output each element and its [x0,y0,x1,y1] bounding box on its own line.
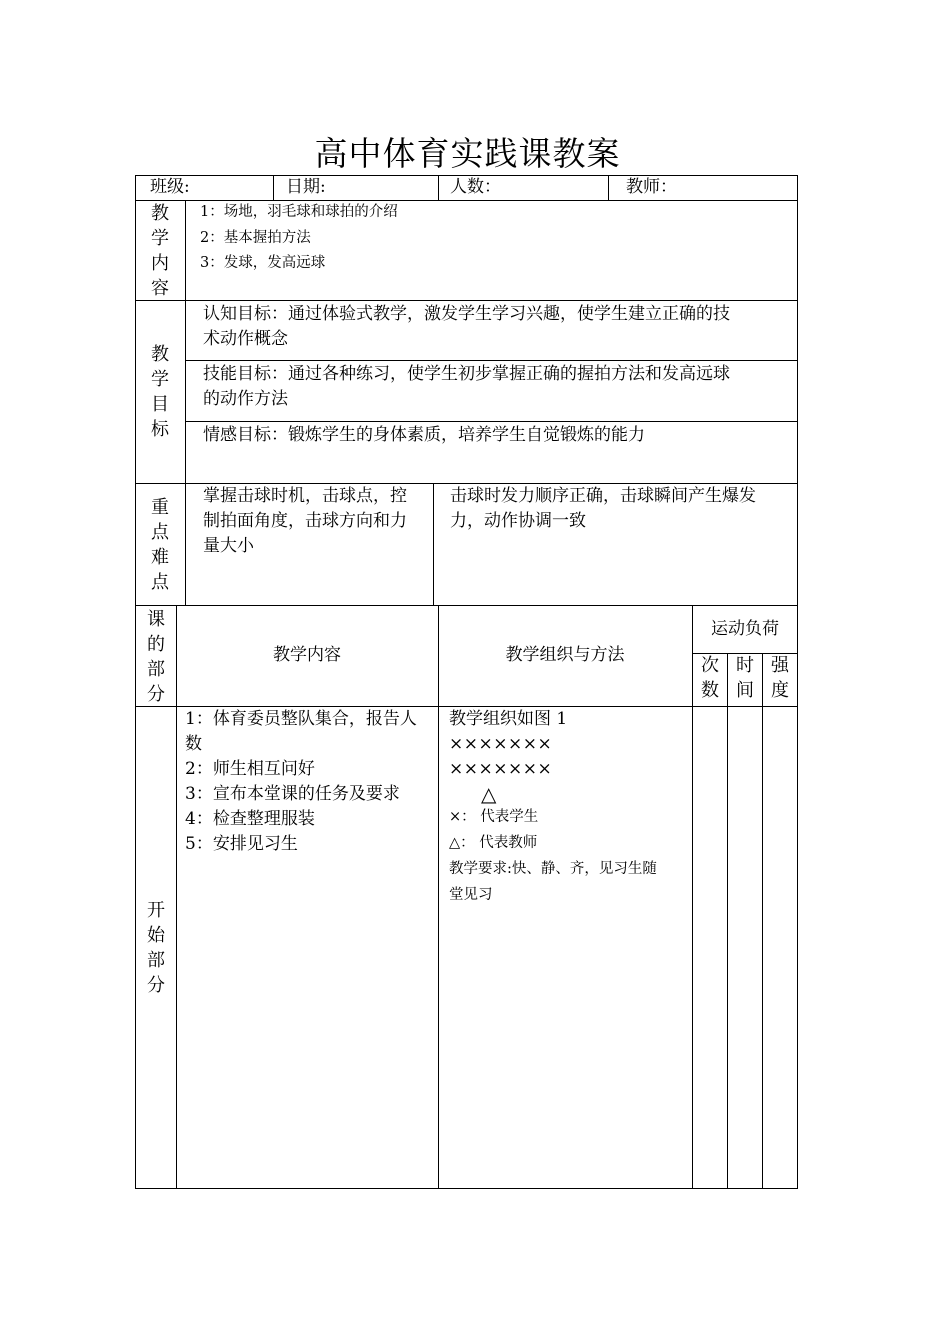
skill-goal: 技能目标：通过各种练习，使学生初步掌握正确的握拍方法和发高远球 的动作方法 [203,364,730,409]
column-lesson-part: 课 的 部 分 [147,609,165,705]
teacher-label: 教师： [626,177,677,197]
column-intensity: 强 度 [771,655,789,701]
column-content: 教学内容 [273,645,341,665]
student-row-1: ××××××× [449,734,553,754]
list-item: 数 [185,734,202,754]
start-part-label: 开 始 部 分 [147,900,165,996]
column-exercise-load: 运动负荷 [711,619,779,639]
column-times: 次 数 [701,655,719,701]
affective-goal: 情感目标：锻炼学生的身体素质，培养学生自觉锻炼的能力 [203,425,645,445]
key-points-label: 重 点 难 点 [151,497,169,593]
method-title: 教学组织如图 1 [449,709,568,729]
class-label: 班级: [150,177,190,197]
teaching-content-label: 教 学 内 容 [151,203,169,299]
date-label: 日期: [286,177,326,197]
teaching-content-list [200,200,398,277]
column-duration: 时 间 [736,655,754,701]
list-item: 3：宣布本堂课的任务及要求 [185,784,400,804]
teaching-goals-label: 教 学 目 标 [151,344,169,440]
count-label: 人数： [450,177,501,197]
list-item: 5：安排见习生 [185,834,298,854]
cognitive-goal: 认知目标：通过体验式教学，激发学生学习兴趣，使学生建立正确的技 术动作概念 [203,304,730,349]
key-point-text: 掌握击球时机，击球点，控 制拍面角度，击球方向和力 量大小 [203,486,407,556]
list-item: 4：检查整理服装 [185,809,315,829]
page-title: 高中体育实践课教案 [314,134,621,173]
column-method: 教学组织与方法 [505,645,625,665]
difficulty-text: 击球时发力顺序正确，击球瞬间产生爆发 力，动作协调一致 [450,486,756,531]
legend-teacher: △： 代表教师 [449,835,538,851]
start-part-content [185,707,417,857]
list-item: 2：师生相互问好 [185,759,315,779]
list-item: 2：基本握拍方法 [200,229,311,246]
teacher-triangle-icon: △ [481,782,497,806]
legend-student: ×： 代表学生 [449,809,539,825]
student-row-2: ××××××× [449,759,553,779]
list-item: 1：场地，羽毛球和球拍的介绍 [200,204,398,220]
list-item: 3：发球，发高远球 [200,255,326,271]
list-item: 1：体育委员整队集合，报告人 [185,709,417,729]
teaching-requirement: 教学要求:快、静、齐，见习生随 堂见习 [449,861,657,903]
